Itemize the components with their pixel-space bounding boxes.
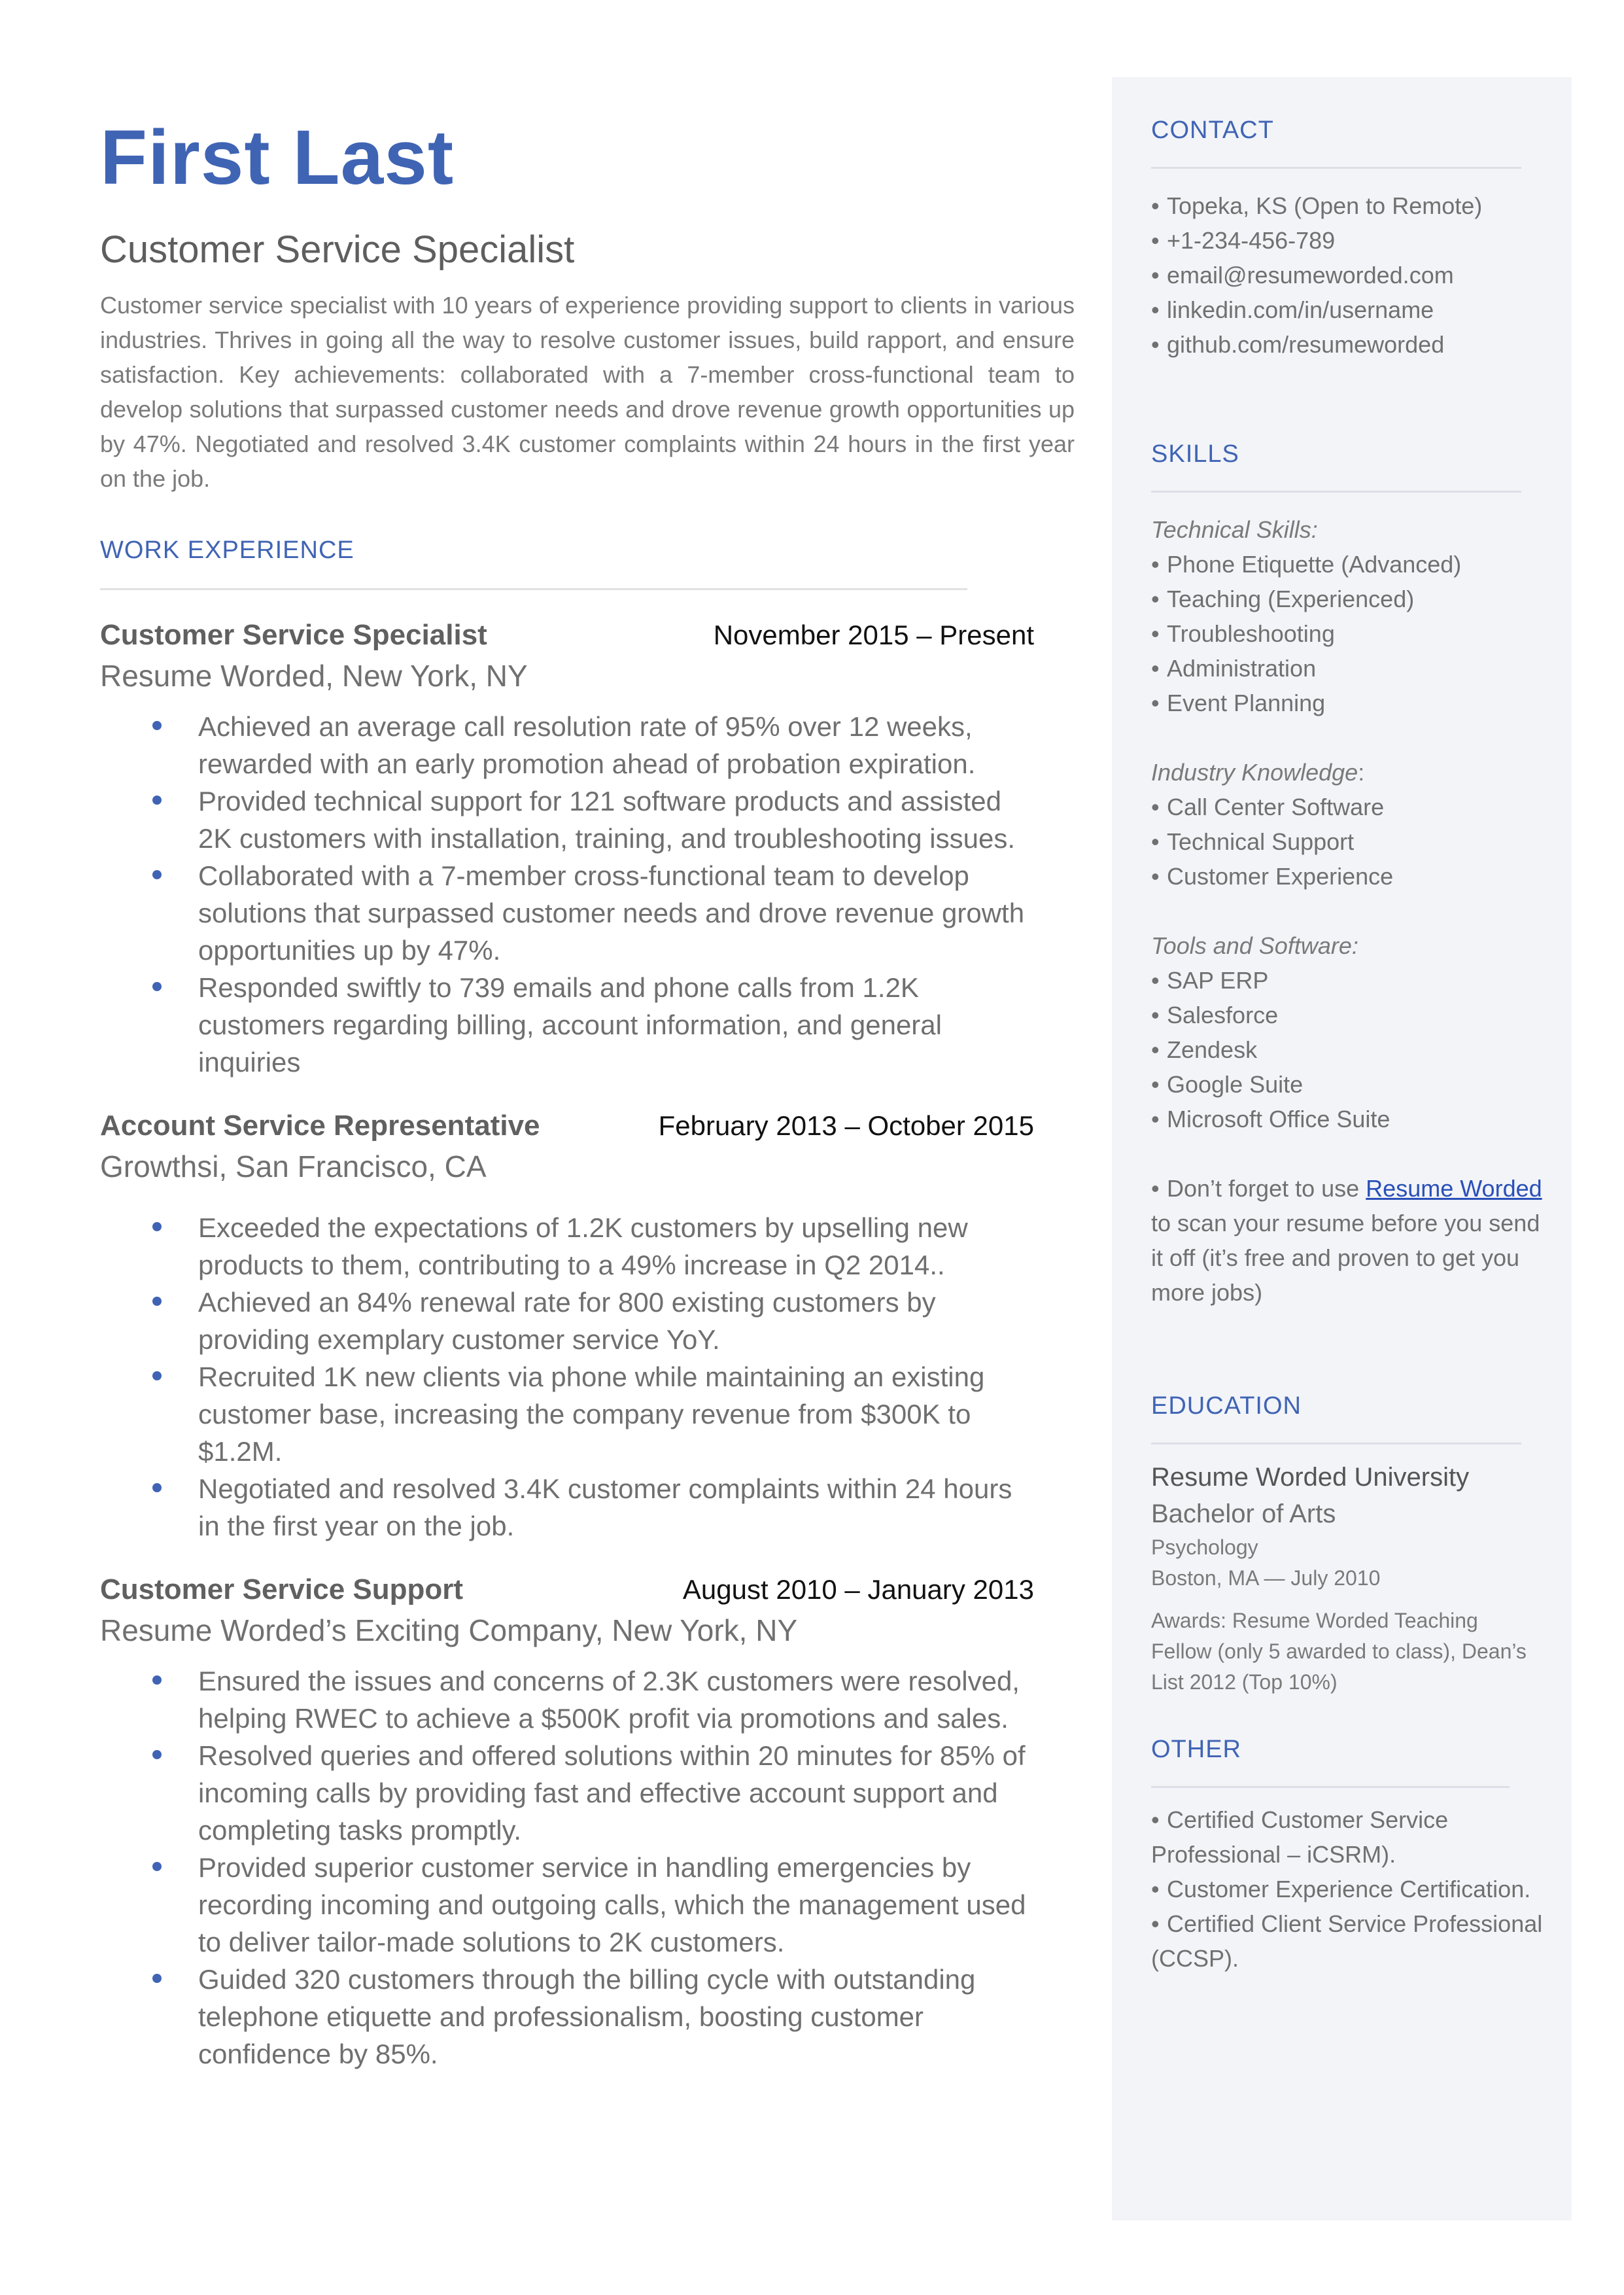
bullet-dot-icon: • [1151, 620, 1160, 647]
skill-item: • Call Center Software [1151, 790, 1544, 824]
bullet-dot-icon: • [1151, 967, 1160, 994]
bullet-dot-icon: • [1151, 551, 1160, 578]
bullet-dot-icon: • [1151, 828, 1160, 855]
skill-item: • Administration [1151, 651, 1544, 686]
job-bullet: Achieved an average call resolution rate of 95% over 12 weeks, rewarded with an early promotion ahead of probation expiration. [100, 708, 1034, 782]
industry-knowledge-list [1151, 790, 1544, 894]
education-school: Resume Worded University [1151, 1463, 1470, 1492]
job-title: Customer Service Specialist [100, 618, 487, 651]
skills-divider [1151, 491, 1521, 493]
job-entry [100, 619, 1075, 1081]
skill-item: • Technical Support [1151, 824, 1544, 859]
other-heading: OTHER [1151, 1736, 1241, 1763]
job-bullet: Responded swiftly to 739 emails and phone calls from 1.2K customers regarding billing, account information, and general inquiries [100, 969, 1034, 1081]
bullet-dot-icon: • [1151, 1071, 1160, 1098]
work-experience-heading: WORK EXPERIENCE [100, 536, 354, 564]
bullet-dot-icon: • [1151, 690, 1160, 716]
job-bullet: Resolved queries and offered solutions within 20 minutes for 85% of incoming calls by providing fast and effective account support and completing tasks promptly. [100, 1737, 1034, 1849]
bullet-dot-icon: • [1151, 863, 1160, 890]
other-list [1151, 1802, 1544, 1976]
skill-item: • Teaching (Experienced) [1151, 582, 1544, 616]
job-dates: February 2013 – October 2015 [658, 1110, 1034, 1141]
job-bullet: Collaborated with a 7-member cross-functional team to develop solutions that surpassed customer needs and drove revenue growth opportunities up by 47%. [100, 857, 1034, 969]
skill-item: • Salesforce [1151, 998, 1544, 1032]
other-divider [1151, 1786, 1510, 1788]
job-entry [100, 1110, 1075, 1545]
sidebar-content [1151, 77, 1544, 1976]
job-bullets [100, 1209, 1034, 1545]
contact-item: • email@resumeworded.com [1151, 258, 1544, 292]
tools-software-list [1151, 963, 1544, 1136]
skill-item: • Troubleshooting [1151, 616, 1544, 651]
bullet-dot-icon: • [1151, 1002, 1160, 1028]
bullet-dot-icon: • [1151, 262, 1160, 289]
job-bullet: Achieved an 84% renewal rate for 800 existing customers by providing exemplary customer service YoY. [100, 1284, 1034, 1358]
contact-item: • +1-234-456-789 [1151, 223, 1544, 258]
bullet-dot-icon: • [1151, 1106, 1160, 1132]
contact-item: • Topeka, KS (Open to Remote) [1151, 188, 1544, 223]
job-bullet: Provided technical support for 121 software products and assisted 2K customers with installation, training, and troubleshooting issues. [100, 782, 1034, 857]
skill-item: • Zendesk [1151, 1032, 1544, 1067]
candidate-role: Customer Service Specialist [100, 228, 575, 271]
job-title: Account Service Representative [100, 1109, 540, 1142]
resume-worded-link[interactable]: Resume Worded [1366, 1175, 1542, 1202]
bullet-dot-icon: • [1151, 794, 1160, 820]
education-awards: Awards: Resume Worded Teaching Fellow (only 5 awarded to class), Dean’s List 2012 (Top 10%) [1151, 1609, 1527, 1694]
bullet-dot-icon: • [1151, 1175, 1160, 1202]
contact-heading: CONTACT [1151, 116, 1274, 144]
bullet-dot-icon: • [1151, 1876, 1160, 1902]
job-title: Customer Service Support [100, 1573, 464, 1605]
technical-skills-label: Technical Skills: [1151, 516, 1318, 543]
bullet-dot-icon: • [1151, 655, 1160, 682]
job-bullet: Recruited 1K new clients via phone while maintaining an existing customer base, increasing the company revenue from $300K to $1.2M. [100, 1358, 1034, 1470]
sidebar [1112, 77, 1572, 2220]
other-item: • Customer Experience Certification. [1151, 1872, 1544, 1906]
tools-software-label: Tools and Software: [1151, 932, 1358, 959]
job-bullet: Guided 320 customers through the billing cycle with outstanding telephone etiquette and professionalism, boosting customer confidence by 85%. [100, 1961, 1034, 2073]
other-item: • Certified Customer Service Professional – iCSRM). [1151, 1802, 1544, 1872]
job-bullets [100, 708, 1034, 1081]
contact-item: • linkedin.com/in/username [1151, 292, 1544, 327]
job-company: Resume Worded, New York, NY [100, 658, 528, 693]
skill-item: • Google Suite [1151, 1067, 1544, 1102]
skill-item: • Phone Etiquette (Advanced) [1151, 547, 1544, 582]
technical-skills-list [1151, 547, 1544, 720]
bullet-dot-icon: • [1151, 1036, 1160, 1063]
education-degree: Bachelor of Arts [1151, 1499, 1336, 1528]
main-column [100, 111, 1075, 2073]
job-dates: November 2015 – Present [713, 619, 1034, 650]
contact-list [1151, 188, 1544, 362]
contact-divider [1151, 167, 1521, 169]
bullet-dot-icon: • [1151, 227, 1160, 254]
skill-item: • Customer Experience [1151, 859, 1544, 894]
bullet-dot-icon: • [1151, 296, 1160, 323]
bullet-dot-icon: • [1151, 192, 1160, 219]
job-dates: August 2010 – January 2013 [682, 1573, 1034, 1605]
bullet-dot-icon: • [1151, 1806, 1160, 1833]
summary-paragraph: Customer service specialist with 10 years of experience providing support to clients in various industries. Thrives in going all the way to resolve customer issues, build rapport, and ensure satisfaction. Key achievements: collaborated with a 7-member cross-functional team to develop solutions that surpassed customer needs and drove revenue growth opportunities up by 47%. Negotiated and resolved 3.4K customer complaints within 24 hours in the first year on the job. [100, 291, 1075, 492]
bullet-dot-icon: • [1151, 331, 1160, 358]
education-major: Psychology [1151, 1535, 1258, 1559]
other-item: • Certified Client Service Professional (CCSP). [1151, 1906, 1544, 1976]
candidate-name: First Last [100, 114, 455, 201]
resume-worded-note: • Don’t forget to use Resume Worded to scan your resume before you send it off (it’s free and proven to get you more jobs) [1151, 1171, 1544, 1310]
job-bullet: Negotiated and resolved 3.4K customer complaints within 24 hours in the first year on the job. [100, 1470, 1034, 1545]
work-experience-divider [100, 588, 967, 590]
skill-item: • SAP ERP [1151, 963, 1544, 998]
job-company: Growthsi, San Francisco, CA [100, 1149, 487, 1183]
industry-knowledge-label: Industry Knowledge: [1151, 759, 1365, 786]
job-entry [100, 1573, 1075, 2073]
bullet-dot-icon: • [1151, 586, 1160, 612]
skills-heading: SKILLS [1151, 440, 1239, 468]
job-bullets [100, 1662, 1034, 2073]
job-bullet: Ensured the issues and concerns of 2.3K customers were resolved, helping RWEC to achieve a $500K profit via promotions and sales. [100, 1662, 1034, 1737]
skill-item: • Microsoft Office Suite [1151, 1102, 1544, 1136]
skill-item: • Event Planning [1151, 686, 1544, 720]
job-company: Resume Worded’s Exciting Company, New York, NY [100, 1613, 798, 1647]
education-divider [1151, 1443, 1521, 1445]
education-heading: EDUCATION [1151, 1392, 1302, 1420]
job-bullet: Exceeded the expectations of 1.2K customers by upselling new products to them, contributing to a 49% increase in Q2 2014.. [100, 1209, 1034, 1284]
contact-item: • github.com/resumeworded [1151, 327, 1544, 362]
job-bullet: Provided superior customer service in handling emergencies by recording incoming and outgoing calls, which the management used to deliver tailor-made solutions to 2K customers. [100, 1849, 1034, 1961]
education-entry [1151, 1459, 1544, 1698]
bullet-dot-icon: • [1151, 1910, 1160, 1937]
education-location-date: Boston, MA — July 2010 [1151, 1566, 1381, 1590]
